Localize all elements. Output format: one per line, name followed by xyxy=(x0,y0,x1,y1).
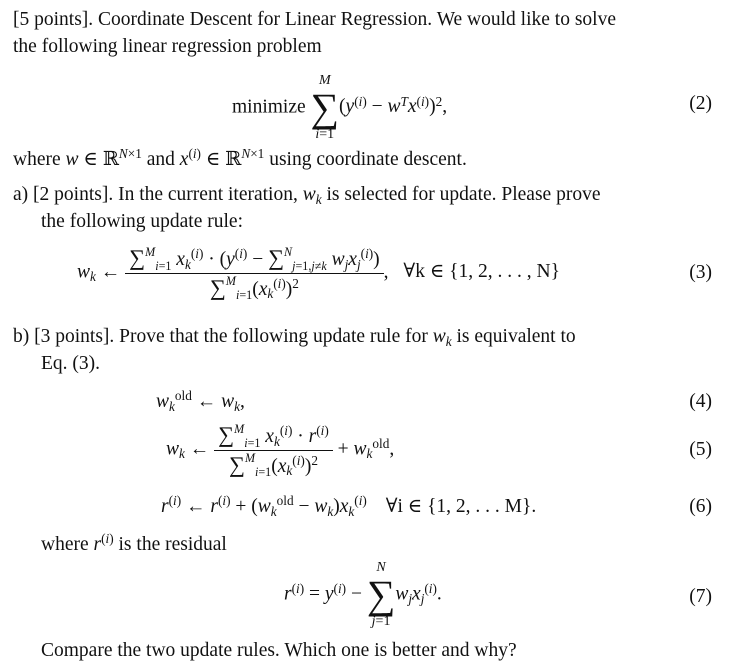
equation-3: $w_k$ ← $\frac{\sum^M_{i=1} x_k^{(i)} \cdot (y^{(i)} - \sum^N_{j=1,j\ne k} w_jx_j^{(i)})}{\sum^M_{i=1}(x_k^{(i)})^2}$ , ∀k ∈ {1, 2, . . . , N} xyxy=(77,244,560,303)
equation-number-7: (7) xyxy=(689,586,712,607)
intro-text-1: We would like to solve xyxy=(436,9,617,30)
points-label: [5 points] xyxy=(13,9,89,30)
equation-number-5: (5) xyxy=(689,439,712,460)
sum-symbol: ∑ M i=1 xyxy=(310,73,340,142)
equation-5: $w_k$ ← $\frac{\sum^M_{i=1} x_k^{(i)} \cdot r^{(i)}}{\sum^M_{i=1}(x_k^{(i)})^2}$ + $w_k^{old}$, xyxy=(166,421,395,480)
intro-line-2 xyxy=(13,37,322,57)
title-separator: . xyxy=(88,9,99,30)
intro-line-1 xyxy=(13,10,616,30)
equation-2: minimize ∑ M i=1 $(y^{(i)} - w^Tx^{(i)})^2$, xyxy=(232,73,448,142)
residual-line: where $r^{(i)}$ is the residual xyxy=(41,531,227,555)
part-a-line-2: the following update rule: xyxy=(41,211,243,232)
final-question: Compare the two update rules. Which one is better and why? xyxy=(41,640,517,661)
part-a-points: [2 points] xyxy=(33,184,109,205)
problem-title: Coordinate Descent for Linear Regression. xyxy=(98,9,433,30)
part-b-line-2: Eq. (3). xyxy=(41,353,101,374)
sum-symbol: ∑ N j=1 xyxy=(366,560,396,629)
equation-number-3: (3) xyxy=(689,262,712,283)
i-range: ∀i ∈ {1, 2, . . . M}. xyxy=(385,496,537,517)
equation-number-6: (6) xyxy=(689,496,712,517)
equation-7: $r^{(i)} = y^{(i)}$ − ∑ N j=1 $w_jx_j^{(i)}$. xyxy=(284,560,442,629)
where-line-1: where w ∈ ℝ$^{N\times 1}$ and $x^{(i)}$ ∈ ℝ$^{N\times 1}$ using coordinate descent. xyxy=(13,146,467,170)
equation-4: $w_k^{old}$ ← $w_k$, xyxy=(156,388,245,414)
minimize-word: minimize xyxy=(232,96,306,118)
equation-number-2: (2) xyxy=(689,93,712,114)
update-rule-fraction: $\frac{\sum^M_{i=1} x_k^{(i)} \cdot (y^{(i)} - \sum^N_{j=1,j\ne k} w_jx_j^{(i)})}{\sum^M_{i=1}(x_k^{(i)})^2}$ xyxy=(125,247,384,299)
part-b-points: [3 points] xyxy=(34,326,110,347)
part-b-marker: b) xyxy=(13,326,30,347)
part-b-line-1: b) [3 points]. Prove that the following update rule for $w_k$ is equivalent to xyxy=(13,326,576,349)
part-a-marker: a) xyxy=(13,184,29,205)
intro-text-2: the following linear regression problem xyxy=(13,36,322,57)
equation-6: $r^{(i)}$ ← $r^{(i)} + (w_k^{old} - w_k)x_k^{(i)}$ ∀i ∈ {1, 2, . . . M}. xyxy=(161,493,537,519)
k-range: ∀k ∈ {1, 2, . . . , N} xyxy=(403,261,560,283)
equation-number-4: (4) xyxy=(689,391,712,412)
part-a-line-1: a) [2 points]. In the current iteration, $w_k$ is selected for update. Please prove xyxy=(13,184,601,207)
residual-update-fraction: $\frac{\sum^M_{i=1} x_k^{(i)} \cdot r^{(i)}}{\sum^M_{i=1}(x_k^{(i)})^2}$ xyxy=(214,424,333,476)
